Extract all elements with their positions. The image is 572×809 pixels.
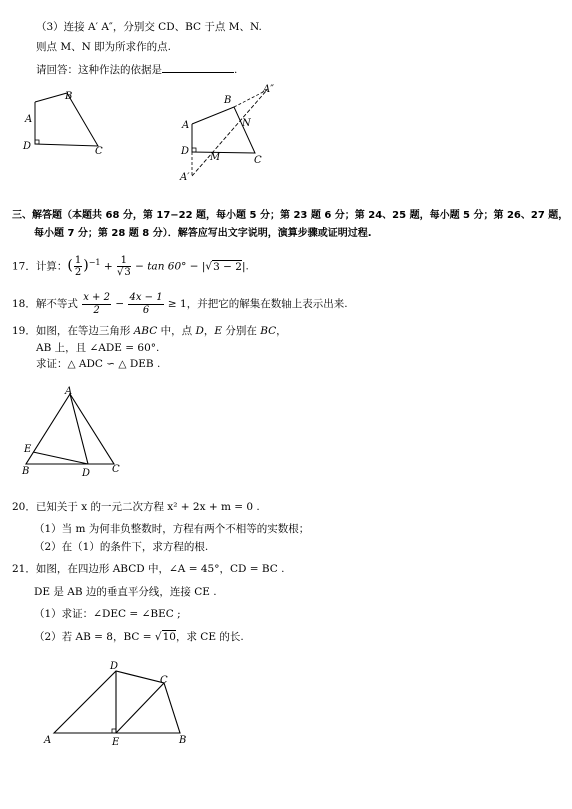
fig-right-label-a: A [182, 120, 190, 131]
fig19-label-e: E [24, 444, 32, 455]
q19-bc: BC [260, 325, 277, 337]
section-heading-line1: 三、解答题（本题共 68 分，第 17−22 题，每小题 5 分；第 23 题 6 分；第 24、25 题，每小题 5 分；第 26、27 题， [12, 210, 569, 221]
q18-frac1 [82, 292, 111, 316]
q19-line2: AB 上，且 ∠ADE = 60°. [36, 342, 160, 354]
fig21-label-e: E [112, 737, 120, 748]
q17-end: . [245, 260, 249, 273]
q18-number: 18． [12, 298, 36, 310]
q18-relation: ≥ 1 [167, 298, 187, 310]
fig-left-label-d: D [23, 141, 32, 152]
fig21-label-c: C [160, 675, 168, 686]
q19-text-c: 分别在 [222, 325, 261, 337]
fig19-label-b: B [22, 466, 30, 477]
q21-part2-a: （2）若 AB = 8，BC = [34, 631, 155, 643]
question-19 [12, 326, 287, 337]
q18-suffix: ，并把它的解集在数轴上表示出来. [186, 298, 348, 310]
q17-recip-num: 1 [117, 255, 131, 268]
q18-frac2-num: 4x − 1 [129, 292, 163, 303]
fig19-label-a: A [65, 386, 73, 397]
q19-number: 19． [12, 325, 36, 337]
q18-frac2 [128, 292, 163, 316]
q17-number: 17． [12, 260, 36, 273]
q20-part1: （1）当 m 为何非负整数时，方程有两个不相等的实数根； [34, 523, 310, 535]
fig-right-label-d: D [181, 146, 190, 157]
q20-number: 20． [12, 501, 36, 513]
q17-recip-root3 [117, 255, 131, 279]
q18-frac2-den: 6 [142, 304, 150, 316]
q21-part1: （1）求证：∠DEC = ∠BEC ; [34, 608, 181, 620]
q21-text: 如图，在四边形 ABCD 中，∠A = 45°，CD = BC . [35, 563, 285, 575]
fig19-label-d: D [82, 468, 91, 477]
step3-text: （3）连接 A′ A″，分别交 CD、BC 于点 M、N. [36, 21, 262, 33]
q19-d: D [195, 325, 204, 337]
q17-plus: + [103, 260, 113, 273]
fig-right-label-m: M [210, 152, 221, 163]
q19-text-d: ， [276, 325, 287, 337]
fig-left-label-b: B [65, 91, 73, 102]
fig21-label-a: A [44, 735, 52, 746]
fig19-label-c: C [112, 464, 120, 475]
q20-part2: （2）在（1）的条件下，求方程的根. [34, 541, 209, 553]
q21-part2 [34, 632, 244, 643]
fig-right-label-b: B [224, 95, 232, 106]
q17-prefix: 计算： [35, 260, 68, 273]
q18-minus: − [115, 298, 125, 310]
quadrilateral-abcd-figure [36, 655, 196, 750]
q21-part2-radicand: 10 [162, 631, 176, 643]
fig-right-label-n: N [242, 118, 251, 129]
q17-abs-inner: 3 − 2 [213, 260, 242, 273]
q18-frac1-num: x + 2 [83, 292, 110, 303]
question-17: 17．计算：( $\frac{1}{2}$ )$^{-1}$ + $\frac{1}{√3}$ − tan 60° − |√3 − 2|. [12, 254, 249, 278]
q19-text-a: 如图，在等边三角形 [35, 325, 134, 337]
q19-abc: ABC [133, 325, 158, 337]
q19-line3: 求证：△ ADC ∽ △ DEB . [36, 358, 161, 370]
section-heading-line2: 每小题 7 分；第 28 题 8 分）．解答应写出文字说明，演算步骤或证明过程. [34, 228, 372, 239]
q17-recip-den: √3 [116, 267, 131, 278]
question-prompt: 请回答：这种作法的依据是 [36, 64, 162, 76]
q18-prefix: 解不等式 [35, 298, 78, 310]
q21-number: 21． [12, 563, 36, 575]
q19-comma: ， [203, 325, 215, 337]
question-20 [12, 502, 260, 513]
q21-line2: DE 是 AB 边的垂直平分线，连接 CE . [34, 586, 217, 598]
triangle-figure [18, 382, 128, 477]
q21-part2-sqrt: √10 [154, 631, 176, 643]
q21-part2-b: ，求 CE 的长. [175, 631, 244, 643]
question-end: . [234, 64, 238, 76]
fig21-label-b: B [179, 735, 187, 746]
fig21-label-d: D [110, 661, 119, 672]
q19-text-b: 中，点 [157, 325, 196, 337]
answer-blank[interactable] [162, 62, 234, 73]
q17-half-num: 1 [74, 254, 82, 266]
fig-left-label-a: A [25, 114, 33, 125]
q17-tan-term: − tan 60° − [135, 260, 199, 273]
fig-right-label-a2: A″ [263, 84, 274, 95]
q18-frac1-den: 2 [93, 304, 100, 316]
quadrilateral-figure [15, 86, 115, 161]
conclusion-text: 则点 M、N 即为所求作的点. [36, 41, 171, 53]
q19-e: E [214, 325, 223, 337]
construction-figure [172, 80, 292, 185]
q17-recip-den-radicand: 3 [124, 267, 131, 278]
fig-right-label-c: C [254, 155, 262, 166]
q17-half [74, 255, 82, 279]
question-21 [12, 564, 285, 575]
q17-exponent: −1 [88, 258, 101, 267]
q20-text: 已知关于 x 的一元二次方程 x² + 2x + m = 0 . [35, 501, 260, 513]
q17-half-den: 2 [74, 267, 82, 278]
q17-abs: |√3 − 2| [201, 260, 246, 273]
fig-left-label-c: C [95, 146, 103, 157]
fig-right-label-a1: A′ [180, 172, 190, 183]
question-text [36, 62, 237, 76]
question-18 [12, 292, 348, 316]
